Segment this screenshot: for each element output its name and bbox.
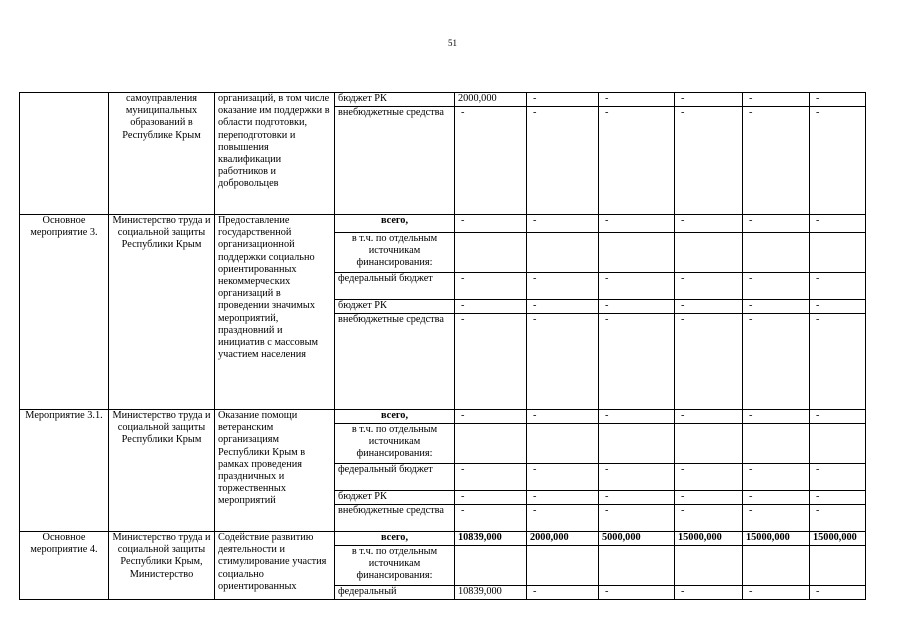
amount-cell: - bbox=[675, 93, 743, 107]
amount-cell: - bbox=[675, 464, 743, 491]
funding-source-cell: бюджет РК bbox=[335, 491, 455, 505]
funding-source-cell: в т.ч. по отдельным источникам финансирования: bbox=[335, 546, 455, 586]
executor-cell: самоуправления муниципальных образований в Республике Крым bbox=[109, 93, 215, 215]
amount-cell: - bbox=[599, 505, 675, 532]
amount-cell: - bbox=[599, 314, 675, 410]
table-row bbox=[20, 93, 866, 107]
amount-cell: 10839,000 bbox=[455, 586, 527, 600]
amount-cell: - bbox=[743, 300, 810, 314]
financing-table bbox=[19, 92, 866, 600]
table-row bbox=[20, 410, 866, 424]
amount-cell: - bbox=[810, 410, 866, 424]
amount-cell bbox=[743, 546, 810, 586]
amount-cell: - bbox=[810, 314, 866, 410]
amount-cell: - bbox=[675, 215, 743, 233]
event-name-cell: Оказание помощи ветеранским организациям Республики Крым в рамках проведения праздничных и торжественных мероприятий bbox=[215, 410, 335, 532]
amount-cell: - bbox=[675, 491, 743, 505]
amount-cell: - bbox=[810, 300, 866, 314]
amount-cell: - bbox=[743, 491, 810, 505]
amount-cell: - bbox=[527, 491, 599, 505]
amount-cell: - bbox=[455, 464, 527, 491]
event-number-cell bbox=[20, 93, 109, 215]
amount-cell: - bbox=[455, 300, 527, 314]
amount-cell bbox=[675, 546, 743, 586]
amount-cell bbox=[455, 546, 527, 586]
amount-cell: - bbox=[743, 314, 810, 410]
table-row bbox=[20, 532, 866, 546]
funding-source-cell: бюджет РК bbox=[335, 300, 455, 314]
amount-cell: - bbox=[455, 410, 527, 424]
amount-cell: - bbox=[527, 586, 599, 600]
amount-cell: - bbox=[675, 505, 743, 532]
executor-cell: Министерство труда и социальной защиты Республики Крым bbox=[109, 410, 215, 532]
amount-cell bbox=[810, 233, 866, 273]
amount-cell: - bbox=[743, 273, 810, 300]
amount-cell bbox=[743, 424, 810, 464]
amount-cell: - bbox=[455, 505, 527, 532]
table-row bbox=[20, 215, 866, 233]
amount-cell: - bbox=[599, 586, 675, 600]
amount-cell: - bbox=[527, 300, 599, 314]
amount-cell bbox=[743, 233, 810, 273]
executor-cell: Министерство труда и социальной защиты Республики Крым bbox=[109, 215, 215, 410]
funding-source-cell: федеральный bbox=[335, 586, 455, 600]
amount-cell: 15000,000 bbox=[675, 532, 743, 546]
funding-source-cell: всего, bbox=[335, 410, 455, 424]
funding-source-cell: внебюджетные средства bbox=[335, 107, 455, 215]
amount-cell: 15000,000 bbox=[743, 532, 810, 546]
amount-cell bbox=[675, 424, 743, 464]
amount-cell: - bbox=[455, 273, 527, 300]
funding-source-cell: в т.ч. по отдельным источникам финансирования: bbox=[335, 233, 455, 273]
funding-source-cell: внебюджетные средства bbox=[335, 505, 455, 532]
amount-cell: - bbox=[743, 410, 810, 424]
amount-cell: - bbox=[743, 464, 810, 491]
funding-source-cell: всего, bbox=[335, 215, 455, 233]
event-name-cell: Предоставление государственной организационной поддержки социально ориентированных некоммерческих организаций в проведении значимых мероприятий, праздновний и инициатив с массовым участием населения bbox=[215, 215, 335, 410]
amount-cell: - bbox=[599, 273, 675, 300]
amount-cell: - bbox=[675, 314, 743, 410]
amount-cell: - bbox=[599, 464, 675, 491]
amount-cell: - bbox=[743, 107, 810, 215]
funding-source-cell: бюджет РК bbox=[335, 93, 455, 107]
funding-source-cell: в т.ч. по отдельным источникам финансирования: bbox=[335, 424, 455, 464]
amount-cell: - bbox=[599, 410, 675, 424]
amount-cell: - bbox=[527, 464, 599, 491]
amount-cell bbox=[675, 233, 743, 273]
amount-cell bbox=[527, 546, 599, 586]
amount-cell bbox=[455, 424, 527, 464]
amount-cell: - bbox=[810, 505, 866, 532]
executor-cell: Министерство труда и социальной защиты Республики Крым, Министерство bbox=[109, 532, 215, 600]
amount-cell: - bbox=[599, 215, 675, 233]
amount-cell: 2000,000 bbox=[527, 532, 599, 546]
amount-cell: - bbox=[810, 464, 866, 491]
funding-source-cell: внебюджетные средства bbox=[335, 314, 455, 410]
amount-cell: - bbox=[527, 107, 599, 215]
amount-cell: - bbox=[527, 314, 599, 410]
amount-cell bbox=[599, 233, 675, 273]
event-name-cell: Содействие развитию деятельности и стимулирование участия социально ориентированных bbox=[215, 532, 335, 600]
amount-cell: - bbox=[455, 491, 527, 505]
amount-cell: - bbox=[743, 505, 810, 532]
amount-cell bbox=[527, 233, 599, 273]
amount-cell: - bbox=[599, 300, 675, 314]
event-number-cell: Основное мероприятие 3. bbox=[20, 215, 109, 410]
amount-cell: - bbox=[675, 107, 743, 215]
funding-source-cell: федеральный бюджет bbox=[335, 464, 455, 491]
amount-cell bbox=[599, 546, 675, 586]
amount-cell: - bbox=[599, 491, 675, 505]
amount-cell: - bbox=[527, 410, 599, 424]
amount-cell: - bbox=[810, 586, 866, 600]
amount-cell: - bbox=[810, 93, 866, 107]
amount-cell bbox=[810, 546, 866, 586]
amount-cell bbox=[599, 424, 675, 464]
amount-cell: - bbox=[455, 314, 527, 410]
funding-source-cell: всего, bbox=[335, 532, 455, 546]
event-number-cell: Мероприятие 3.1. bbox=[20, 410, 109, 532]
amount-cell: - bbox=[675, 586, 743, 600]
funding-source-cell: федеральный бюджет bbox=[335, 273, 455, 300]
amount-cell: - bbox=[527, 215, 599, 233]
table-body bbox=[20, 93, 866, 600]
amount-cell: - bbox=[675, 410, 743, 424]
amount-cell: - bbox=[743, 586, 810, 600]
amount-cell: - bbox=[527, 93, 599, 107]
amount-cell bbox=[455, 233, 527, 273]
amount-cell: - bbox=[455, 107, 527, 215]
amount-cell: 10839,000 bbox=[455, 532, 527, 546]
amount-cell: - bbox=[675, 300, 743, 314]
amount-cell bbox=[810, 424, 866, 464]
amount-cell: - bbox=[810, 491, 866, 505]
amount-cell: 15000,000 bbox=[810, 532, 866, 546]
amount-cell: - bbox=[527, 273, 599, 300]
amount-cell bbox=[527, 424, 599, 464]
amount-cell: - bbox=[810, 107, 866, 215]
amount-cell: - bbox=[810, 273, 866, 300]
amount-cell: 2000,000 bbox=[455, 93, 527, 107]
amount-cell: - bbox=[810, 215, 866, 233]
page-number: 51 bbox=[448, 38, 457, 48]
amount-cell: - bbox=[743, 93, 810, 107]
amount-cell: - bbox=[527, 505, 599, 532]
amount-cell: - bbox=[599, 93, 675, 107]
event-name-cell: организаций, в том числе оказание им поддержки в области подготовки, переподготовки и повышения квалификации работников и добровольцев bbox=[215, 93, 335, 215]
amount-cell: - bbox=[743, 215, 810, 233]
amount-cell: - bbox=[675, 273, 743, 300]
amount-cell: - bbox=[599, 107, 675, 215]
event-number-cell: Основное мероприятие 4. bbox=[20, 532, 109, 600]
amount-cell: - bbox=[455, 215, 527, 233]
amount-cell: 5000,000 bbox=[599, 532, 675, 546]
